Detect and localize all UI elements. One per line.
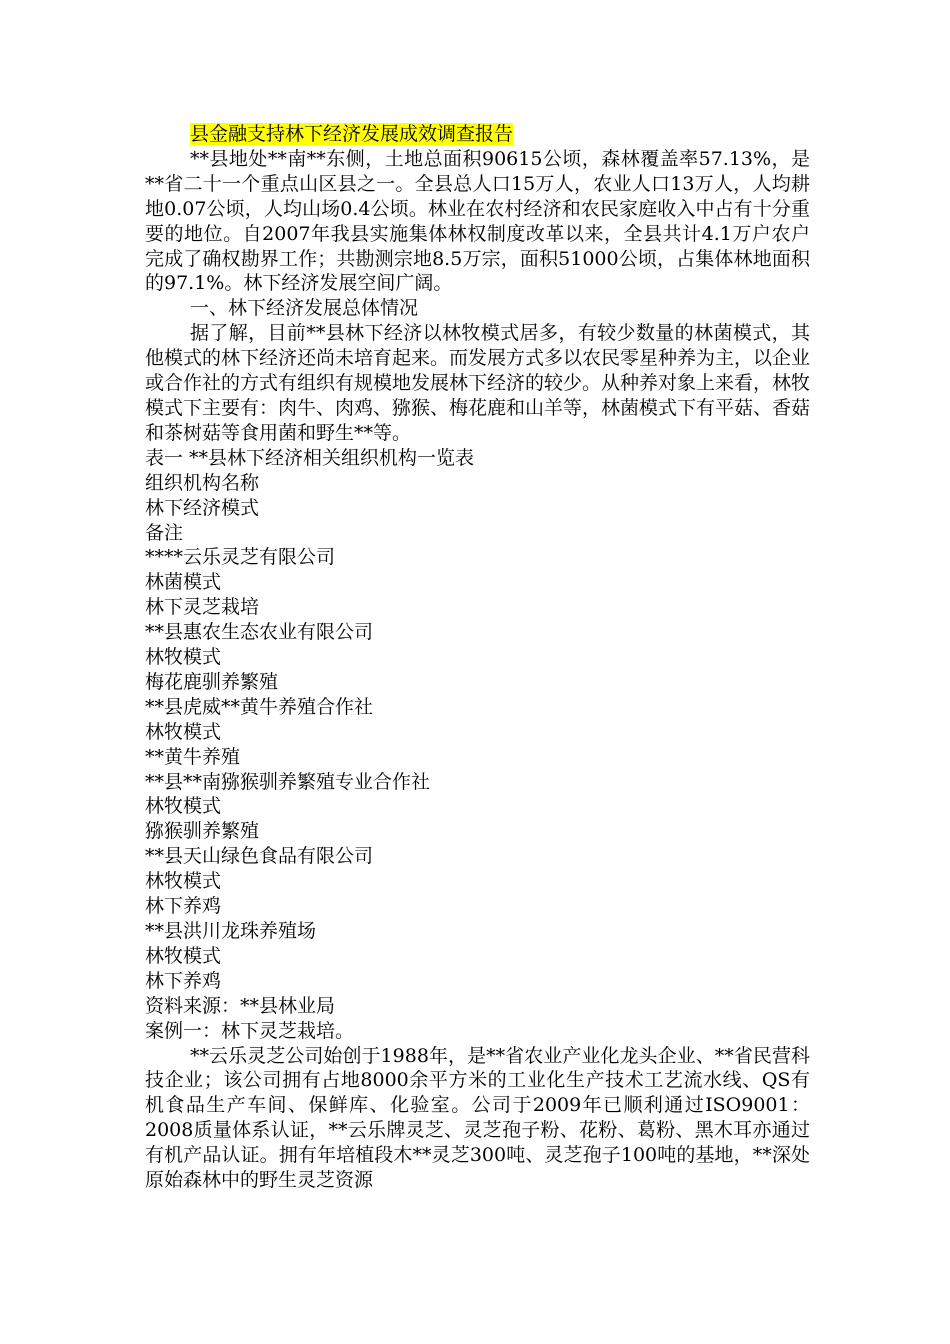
table-cell-mode: 林牧模式	[145, 870, 222, 893]
table-cell-mode: 林菌模式	[145, 571, 222, 594]
table-cell-mode: 林牧模式	[145, 944, 222, 967]
table-cell-org-name: **县洪川龙珠养殖场	[145, 920, 317, 942]
table-header-cell: 林下经济模式	[145, 496, 260, 519]
table-header-cell: 备注	[145, 521, 184, 544]
section-paragraph: 据了解，目前**县林下经济以林牧模式居多，有较少数量的林菌模式，其他模式的林下经济还尚未培育起来。而发展方式多以农民零星种养为主，以企业或合作社的方式有组织有规模地发展林下经济的较少。从种养对象上来看，林牧模式下主要有：肉牛、肉鸡、猕猴、梅花鹿和山羊等，林菌模式下有平菇、香菇和茶树菇等食用菌和野生**等。	[145, 322, 811, 444]
title-highlight: 县金融支持林下经济发展成效调查报告	[190, 123, 514, 145]
table-caption: 表一 **县林下经济相关组织机构一览表	[145, 446, 475, 469]
table-cell-org-name: **县惠农生态农业有限公司	[145, 621, 374, 644]
table-cell-org-name: **县**南猕猴驯养繁殖专业合作社	[145, 770, 431, 793]
table-cell-org-name: **县虎威**黄牛养殖合作社	[145, 695, 374, 718]
section-heading: 一、林下经济发展总体情况	[190, 297, 419, 320]
case-heading: 案例一：林下灵芝栽培。	[145, 1019, 355, 1042]
table-cell-mode: 林牧模式	[145, 646, 222, 669]
table-cell-note: 梅花鹿驯养繁殖	[145, 670, 279, 693]
org-table	[145, 471, 810, 994]
table-cell-mode: 林牧模式	[145, 795, 222, 818]
case-paragraph: **云乐灵芝公司始创于1988年，是**省农业产业化龙头企业、**省民营科技企业；该公司拥有占地8000余平方米的工业化生产技术工艺流水线、QS有机食品生产车间、保鲜库、化验室。公司于2009年已顺利通过ISO9001：2008质量体系认证，**云乐牌灵芝、灵芝孢子粉、花粉、葛粉、黑木耳亦通过有机产品认证。拥有年培植段木**灵芝300吨、灵芝孢子100吨的基地，**深处原始森林中的野生灵芝资源	[145, 1044, 810, 1192]
table-cell-note: 猕猴驯养繁殖	[145, 820, 260, 843]
table-cell-org-name: **县天山绿色食品有限公司	[145, 845, 374, 868]
table-source: 资料来源：**县林业局	[145, 994, 336, 1017]
table-header-cell: 组织机构名称	[145, 471, 260, 494]
table-cell-note: 林下养鸡	[145, 969, 222, 992]
report-title	[145, 122, 810, 147]
table-cell-org-name: ****云乐灵芝有限公司	[145, 546, 336, 569]
table-cell-note: 林下养鸡	[145, 895, 222, 918]
table-cell-note: **黄牛养殖	[145, 745, 241, 768]
intro-paragraph: **县地处**南**东侧，土地总面积90615公顷，森林覆盖率57.13%，是**省二十一个重点山区县之一。全县总人口15万人，农业人口13万人，人均耕地0.07公顷，人均山场0.4公顷。林业在农村经济和农民家庭收入中占有十分重要的地位。自2007年我县实施集体林权制度改革以来，全县共计4.1万户农户完成了确权勘界工作；共勘测宗地8.5万宗，面积51000公顷，占集体林地面积的97.1%。林下经济发展空间广阔。	[145, 147, 810, 295]
table-cell-note: 林下灵芝栽培	[145, 596, 260, 619]
table-cell-mode: 林牧模式	[145, 720, 222, 743]
document-body	[145, 122, 810, 1193]
